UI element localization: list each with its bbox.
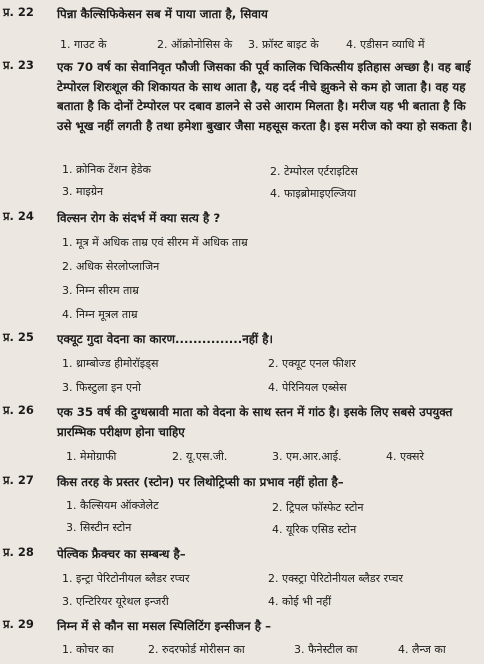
question-number: प्र. 25: [3, 330, 34, 344]
question-text: एक 70 वर्ष का सेवानिवृत फौजी जिसका की पूर्व कालिक चिकित्सीय इतिहास अच्छा है। वह बाई टेम्पोरल शिरःशूल की शिकायत के साथ आता है, यह दर्द नीचे झुकने से कम हो जाता है। वह यह बताता है कि दोनों टेम्पोरल पर दबाव डालने से उसे आराम मिलता है। मरीज यह भी बताता है कि उसे भूख नहीं लगती है तथा हमेशा बुखार जैसा महसूस करता है। इस मरीज को क्या हो सकता है।: [57, 60, 472, 133]
question-text: एक 35 वर्ष की दुग्धस्रावी माता को वेदना के साथ स्तन में गांठ है। इसके लिए सबसे उपयुक्त प्रारम्भिक परीक्षण होना चाहिए: [57, 405, 453, 439]
question-text: एक्यूट गुदा वेदना का कारण...............नहीं है।: [57, 332, 273, 346]
option: 3. माइग्रेन: [62, 185, 104, 198]
option: 3. फ्रॉस्ट बाइट के: [248, 38, 319, 51]
question-number: प्र. 22: [3, 5, 34, 19]
question-text: पिन्ना कैल्सिफिकेसन सब में पाया जाता है, सिवाय: [57, 7, 268, 21]
question-text: निम्न में से कौन सा मसल स्पिलिटिंग इन्सीजन है –: [57, 619, 271, 633]
option: 3. सिस्टीन स्टोन: [66, 521, 132, 534]
option: 1. थ्राम्बोज्ड हीमोरॉइड्स: [62, 357, 159, 370]
option: 2. रुदरफोर्ड मोरीसन का: [148, 643, 245, 656]
option: 3. निम्न सीरम ताम्र: [62, 284, 139, 297]
option: 2. एक्यूट एनल फीशर: [268, 357, 356, 370]
option: 1. मूत्र में अधिक ताम्र एवं सीरम में अधिक ताम्र: [62, 236, 248, 249]
option: 2. टेम्पोरल एर्टराइटिस: [270, 165, 358, 178]
option: 3. फिस्टुला इन एनो: [62, 381, 141, 394]
option: 3. फैनेस्टील का: [294, 643, 358, 656]
option: 4. कोई भी नहीं: [268, 595, 332, 608]
option: 4. एडीसन व्याधि में: [346, 38, 425, 51]
option: 1. गाउट के: [60, 38, 107, 51]
option: 4. लैन्ज का: [398, 643, 446, 656]
option: 1. मेमोग्राफी: [66, 450, 117, 463]
question-number: प्र. 24: [3, 209, 34, 223]
option: 4. पेरिनियल एब्सेस: [268, 381, 347, 394]
question-number: प्र. 26: [3, 403, 34, 417]
option: 3. एन्टिरियर यूरेथल इन्जरी: [62, 595, 169, 608]
option: 2. ऑक्रोनोसिस के: [157, 38, 233, 51]
question-number: प्र. 23: [3, 58, 34, 72]
option: 2. अधिक सेरलोप्लाजिन: [62, 260, 160, 273]
option: 2. एक्स्ट्रा पेरिटोनीयल ब्लैडर रप्चर: [268, 572, 403, 585]
question-text: पेल्विक फ्रैक्चर का सम्बन्ध है–: [57, 547, 186, 561]
question-number: प्र. 27: [3, 473, 34, 487]
option: 1. कोचर का: [62, 643, 114, 656]
option: 1. इन्ट्रा पेरिटोनीयल ब्लैडर रप्चर: [62, 572, 190, 585]
option: 2. यू.एस.जी.: [172, 450, 228, 463]
question-number: प्र. 29: [3, 617, 34, 631]
option: 3. एम.आर.आई.: [272, 450, 342, 463]
question-text: किस तरह के प्रस्तर (स्टोन) पर लिथोट्रिप्सी का प्रभाव नहीं होता है–: [57, 475, 344, 489]
option: 4. यूरिक एसिड स्टोन: [272, 523, 357, 536]
question-number: प्र. 28: [3, 545, 34, 559]
option: 2. ट्रिपल फॉस्फेट स्टोन: [272, 501, 364, 514]
question-text: विल्सन रोग के संदर्भ में क्या सत्य है ?: [57, 211, 221, 225]
option: 4. फाइब्रोमाइएल्जिया: [270, 187, 357, 200]
option: 1. क्रोनिक टेंशन हेडेक: [62, 163, 151, 176]
option: 4. निम्न मूत्रल ताम्र: [62, 308, 138, 321]
option: 1. कैल्सियम ऑक्जेलेट: [66, 499, 159, 512]
option: 4. एक्सरे: [386, 450, 424, 463]
